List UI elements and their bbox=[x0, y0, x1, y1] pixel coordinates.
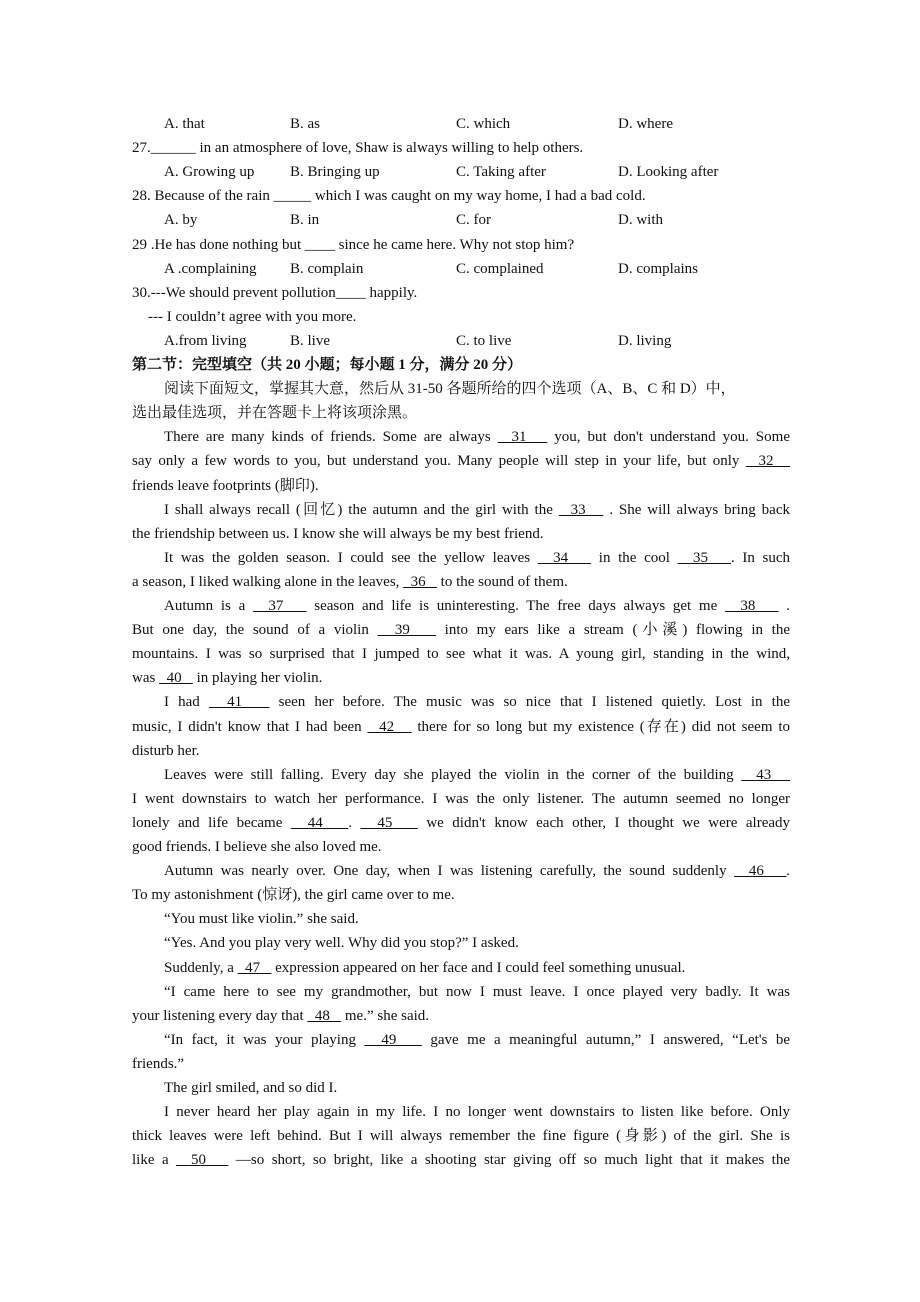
section-instructions: 阅读下面短文，掌握其大意，然后从 31-50 各题所给的四个选项（A、B、C 和 D）中， bbox=[164, 381, 736, 398]
question-stem: 28. Because of the rain _____ which I was caught on my way home, I had a bad cold. bbox=[132, 188, 646, 205]
option: D. where bbox=[618, 116, 673, 132]
passage-line: good friends. I believe she also loved me. bbox=[132, 839, 382, 855]
option: C. to live bbox=[456, 332, 512, 349]
section-title: 第二节：完型填空（共 20 小题；每小题 1 分，满分 20 分） bbox=[132, 357, 523, 373]
option: B. in bbox=[290, 212, 320, 229]
passage-line: I had 41 seen her before. The music was so nice that I listened quietly. Lost in the bbox=[164, 694, 790, 711]
option: B. Bringing up bbox=[290, 164, 380, 181]
passage-line: I never heard her play again in my life. I no longer went downstairs to listen like before. Only bbox=[164, 1104, 790, 1121]
passage-line: the friendship between us. I know she will always be my best friend. bbox=[132, 525, 544, 542]
answer-options bbox=[132, 208, 790, 232]
passage-line: say only a few words to you, but understand you. Many people will step in your life, but only 32 bbox=[132, 453, 790, 470]
option: D. Looking after bbox=[618, 164, 719, 181]
passage-line: There are many kinds of friends. Some are always 31 you, but don't understand you. Some bbox=[164, 429, 790, 446]
passage-line: your listening every day that 48 me.” she said. bbox=[132, 1007, 430, 1024]
answer-options bbox=[132, 112, 790, 136]
question-reply: --- I couldn’t agree with you more. bbox=[148, 308, 357, 325]
option: D. complains bbox=[618, 260, 698, 277]
passage-line: But one day, the sound of a violin 39 into my ears like a stream (小溪) flowing in the bbox=[132, 622, 790, 639]
passage-line: “You must like violin.” she said. bbox=[164, 911, 359, 928]
passage-line: music, I didn't know that I had been 42 there for so long but my existence (存在) did not seem to bbox=[132, 718, 790, 735]
passage-line: friends leave footprints (脚印). bbox=[132, 477, 319, 494]
section-instructions: 选出最佳选项，并在答题卡上将该项涂黑。 bbox=[132, 405, 418, 422]
option: C. which bbox=[456, 116, 511, 132]
passage-line: like a 50 —so short, so bright, like a shooting star giving off so much light that it makes the bbox=[132, 1152, 790, 1169]
option: A.from living bbox=[164, 332, 247, 349]
passage-line: Autumn is a 37 season and life is uninteresting. The free days always get me 38 . bbox=[164, 598, 790, 614]
blank-33: 33 bbox=[558, 501, 604, 518]
passage-line: The girl smiled, and so did I. bbox=[164, 1080, 338, 1096]
blank-40: 40 bbox=[159, 670, 193, 687]
passage-line: It was the golden season. I could see the yellow leaves 34 in the cool 35 . In such bbox=[164, 549, 790, 566]
option: A. that bbox=[164, 116, 205, 132]
question-stem: 30.---We should prevent pollution____ happily. bbox=[132, 284, 418, 301]
question-stem: 29 .He has done nothing but ____ since he came here. Why not stop him? bbox=[132, 236, 575, 253]
question-stem: 27.______ in an atmosphere of love, Shaw is always willing to help others. bbox=[132, 140, 584, 157]
passage-line: thick leaves were left behind. But I will always remember the fine figure (身影) of the girl. She is bbox=[132, 1128, 790, 1145]
passage-line: To my astonishment (惊讶), the girl came over to me. bbox=[132, 887, 455, 904]
passage-line: “In fact, it was your playing 49 gave me a meaningful autumn,” I answered, “Let's be bbox=[164, 1031, 790, 1048]
blank-37: 37 bbox=[252, 598, 307, 614]
option: C. complained bbox=[456, 260, 544, 277]
blank-42: 42 bbox=[367, 718, 412, 735]
blank-32: 32 bbox=[745, 453, 790, 470]
passage-line: “I came here to see my grandmother, but now I must leave. I once played very badly. It was bbox=[164, 983, 790, 1000]
blank-43: 43 bbox=[741, 766, 790, 783]
answer-options bbox=[132, 257, 790, 281]
answer-options bbox=[132, 160, 790, 184]
blank-44: 44 bbox=[290, 814, 349, 831]
passage-line: disturb her. bbox=[132, 742, 200, 759]
blank-34: 34 bbox=[537, 549, 592, 566]
option: D. with bbox=[618, 212, 663, 229]
option: B. as bbox=[290, 116, 320, 132]
blank-35: 35 bbox=[677, 549, 731, 566]
blank-31: 31 bbox=[497, 429, 548, 446]
blank-47: 47 bbox=[237, 959, 272, 976]
passage-line: a season, I liked walking alone in the leaves, 36 to the sound of them. bbox=[132, 573, 568, 590]
blank-46: 46 bbox=[734, 863, 787, 880]
blank-49: 49 bbox=[364, 1031, 422, 1048]
passage-line: lonely and life became 44 . 45 we didn't know each other, I thought we were already bbox=[132, 814, 790, 831]
option: D. living bbox=[618, 332, 672, 349]
passage-line: Autumn was nearly over. One day, when I was listening carefully, the sound suddenly 46 . bbox=[164, 863, 790, 880]
option: C. for bbox=[456, 212, 491, 229]
option: C. Taking after bbox=[456, 164, 546, 181]
passage-line: was 40 in playing her violin. bbox=[132, 670, 323, 687]
passage-line: Leaves were still falling. Every day she played the violin in the corner of the building 43 bbox=[164, 766, 790, 783]
passage-line: “Yes. And you play very well. Why did you stop?” I asked. bbox=[164, 935, 519, 952]
passage-line: I went downstairs to watch her performance. I was the only listener. The autumn seemed no longer bbox=[132, 790, 790, 807]
blank-38: 38 bbox=[724, 598, 779, 614]
option: B. live bbox=[290, 332, 330, 349]
option: B. complain bbox=[290, 260, 364, 277]
blank-36: 36 bbox=[403, 573, 437, 590]
passage-line: Suddenly, a 47 expression appeared on her face and I could feel something unusual. bbox=[164, 959, 686, 976]
blank-50: 50 bbox=[176, 1152, 229, 1169]
passage-line: friends.” bbox=[132, 1055, 185, 1072]
answer-options bbox=[132, 329, 790, 353]
option: A. Growing up bbox=[164, 164, 255, 181]
passage-line: I shall always recall (回忆) the autumn and the girl with the 33 . She will always bring back bbox=[164, 501, 790, 518]
blank-39: 39 bbox=[377, 622, 436, 639]
option: A. by bbox=[164, 212, 198, 229]
blank-45: 45 bbox=[360, 814, 418, 831]
option: A .complaining bbox=[164, 260, 257, 277]
passage-line: mountains. I was so surprised that I jumped to see what it was. A young girl, standing in the wind, bbox=[132, 646, 790, 663]
blank-48: 48 bbox=[307, 1007, 342, 1024]
blank-41: 41 bbox=[208, 694, 270, 711]
